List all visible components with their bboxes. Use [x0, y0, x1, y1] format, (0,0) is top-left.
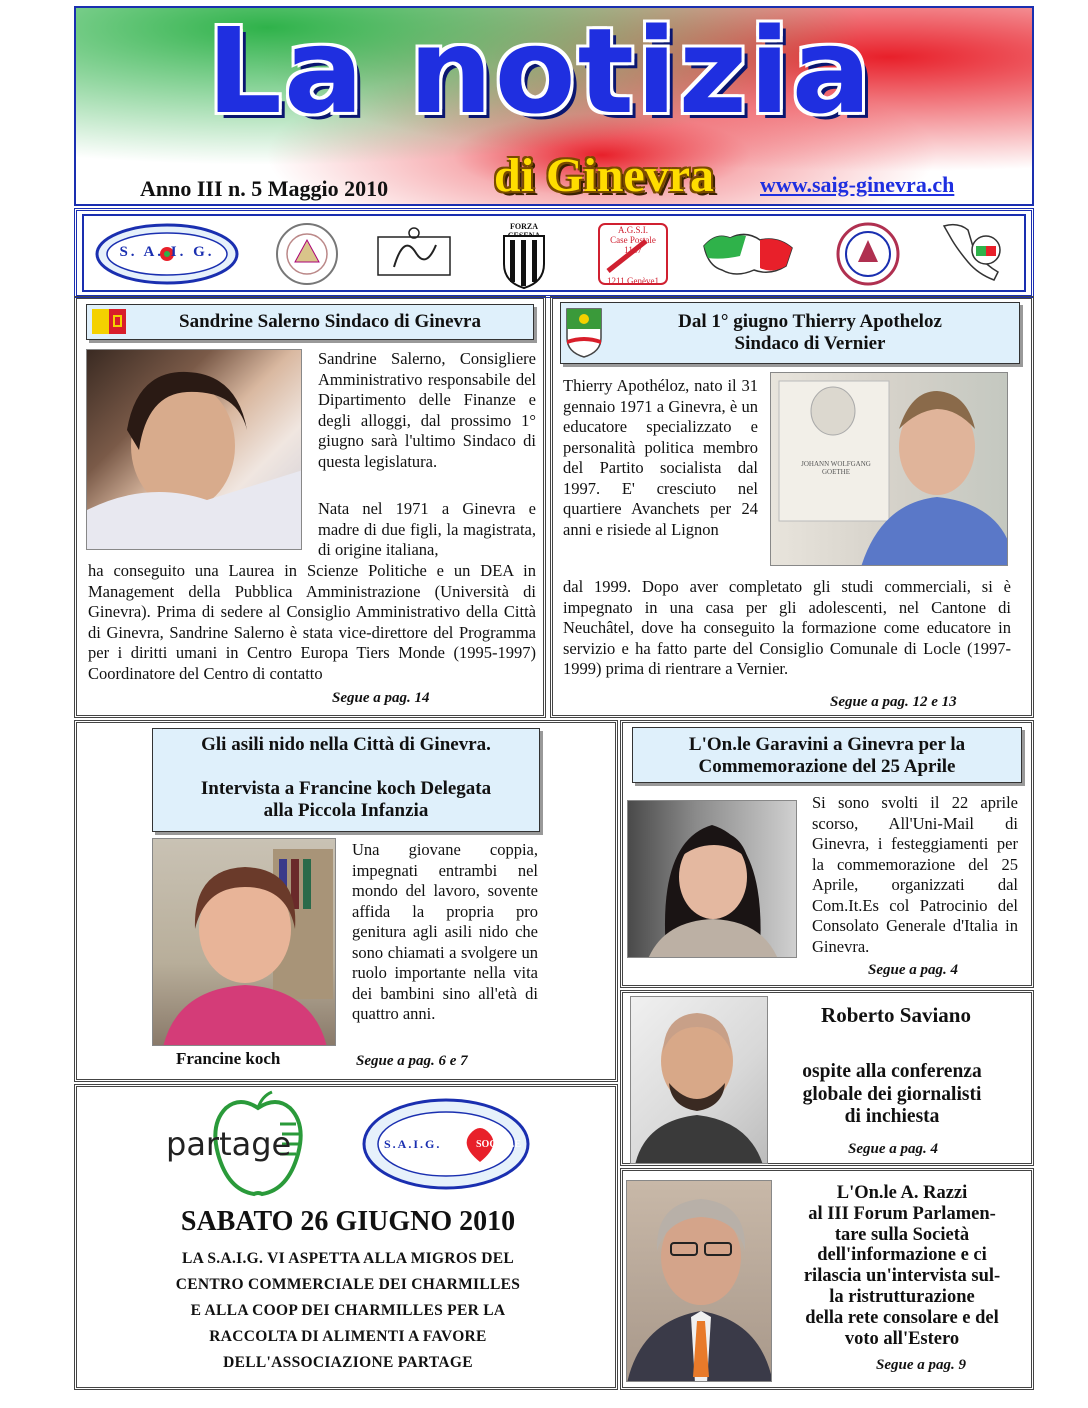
website-link[interactable]: www.saig-ginevra.ch	[760, 172, 955, 197]
drawing-emblem-icon	[374, 222, 454, 286]
agsi-line2: Case Postale	[610, 235, 656, 245]
razzi-line6: la ristrutturazione	[829, 1286, 975, 1307]
partage-logo-text: partage	[166, 1125, 292, 1163]
apotheloz-segue[interactable]: Segue a pag. 12 e 13	[830, 694, 957, 710]
plaque-text: JOHANN WOLFGANG GOETHE	[801, 460, 871, 476]
garavini-text: Si sono svolti il 22 aprile scorso, All'Uni-Mail di Ginevra, i festeggiamenti per la commemorazione del 25 Aprile, organizzati dal Com.It.Es col Patrocinio del Consolato Generale d'Italia in Ginevra.	[812, 793, 1018, 956]
garavini-heading-line1: L'On.le Garavini a Ginevra per la	[688, 734, 966, 755]
garavini-heading-line2: Commemorazione del 25 Aprile	[698, 756, 956, 777]
saviano-name: Roberto Saviano	[821, 1003, 971, 1027]
event-date: SABATO 26 GIUGNO 2010	[180, 1206, 516, 1237]
salerno-text-p1: Sandrine Salerno, Consigliere Amministrativo responsabile del Dipartimento delle Finanze e degli alloggi, dal prossimo 1° giugno sarà l'ultimo Sindaco di questa legislatura.	[318, 349, 536, 471]
round-emblem-icon	[834, 222, 902, 286]
salerno-heading: Sandrine Salerno Sindaco di Ginevra	[86, 304, 534, 340]
association-emblem-icon	[272, 222, 342, 286]
razzi-line3: tare sulla Società	[834, 1224, 970, 1245]
apotheloz-heading-line2: Sindaco di Vernier	[734, 333, 886, 354]
razzi-text	[780, 1183, 1024, 1349]
asili-heading-line1: Gli asili nido nella Città di Ginevra.	[201, 734, 491, 755]
event-line2: CENTRO COMMERCIALE DEI CHARMILLES	[175, 1276, 521, 1293]
asili-heading	[152, 728, 540, 832]
saig-sociale-word: SOCIALE	[476, 1139, 522, 1150]
event-line1: LA S.A.I.G. VI ASPETTA ALLA MIGROS DEL	[181, 1250, 515, 1267]
italy-map-icon	[934, 222, 1014, 286]
saviano-segue[interactable]: Segue a pag. 4	[848, 1141, 938, 1157]
razzi-line8: voto all'Estero	[844, 1328, 960, 1349]
saig-logo-text: S. A. I. G.	[119, 244, 215, 260]
apotheloz-heading	[560, 302, 1020, 364]
geneva-flag-icon	[92, 309, 126, 334]
razzi-line4: dell'informazione e ci	[817, 1245, 987, 1266]
razzi-line1: L'On.le A. Razzi	[836, 1183, 968, 1203]
asili-text: Una giovane coppia, impegnati entrambi nel mondo del lavoro, sovente affida la propria pro genitura agli asili nido che sono chiamati a svolgere un ruolo importante nella vita dei bambini sino all'età di quattro anni.	[352, 840, 538, 1023]
asili-heading-line3: alla Piccola Infanzia	[263, 800, 429, 821]
issue-info: Anno III n. 5 Maggio 2010	[140, 176, 389, 201]
event-line3: E ALLA COOP DEI CHARMILLES PER LA	[190, 1302, 506, 1319]
razzi-line2: al III Forum Parlamen-	[808, 1203, 996, 1224]
apotheloz-text-narrow: Thierry Apothéloz, nato il 31 gennaio 1971 a Ginevra, è un educatore specializzato e personalità politica membro del Partito socialista dal 1997. E' cresciuto nel quartiere Avanchets per 24 anni e risiede al Lignon	[563, 376, 758, 539]
forza-cesena-label: FORZA	[510, 222, 538, 231]
razzi-line7: della rete consolare e del	[805, 1307, 999, 1328]
agsi-line3: 1147	[624, 245, 642, 255]
asili-heading-line2: Intervista a Francine koch Delegata	[200, 778, 492, 799]
garavini-photo	[627, 800, 797, 958]
razzi-photo	[626, 1180, 772, 1382]
garavini-heading	[632, 727, 1022, 783]
newspaper-subtitle: di Ginevra	[494, 149, 715, 202]
saviano-line1: ospite alla conferenza	[802, 1061, 982, 1082]
salerno-text-p2-wide: ha conseguito una Laurea in Scienze Politiche e un DEA in Management della Pubblica Amministrazione (Università di Ginevra). Prima di sedere al Consiglio Amministrativo della Città di Ginevra, Sandrine Salerno è stata vice-direttore del Programma per i diritti umani in Centro Europa Tiers Monde (1995-1997) Coordinatore del Centro di contatto	[88, 561, 536, 683]
saviano-line2: globale dei giornalisti	[802, 1083, 982, 1105]
garavini-segue[interactable]: Segue a pag. 4	[868, 962, 958, 978]
salerno-photo	[86, 349, 302, 550]
salerno-text-p2-narrow: Nata nel 1971 a Ginevra e madre di due figli, la magistrata, di origine italiana,	[318, 499, 536, 559]
region-map-icon	[700, 222, 796, 286]
apotheloz-heading-line1: Dal 1° giugno Thierry Apotheloz	[678, 311, 942, 332]
asili-segue[interactable]: Segue a pag. 6 e 7	[356, 1053, 468, 1069]
francine-koch-caption: Francine koch	[176, 1049, 281, 1068]
saviano-text	[772, 1061, 1012, 1129]
event-line4: RACCOLTA DI ALIMENTI A FAVORE	[209, 1328, 487, 1345]
cesena-shield-icon	[498, 234, 550, 290]
razzi-segue[interactable]: Segue a pag. 9	[876, 1357, 966, 1373]
salerno-segue[interactable]: Segue a pag. 14	[332, 690, 430, 706]
razzi-line5: rilascia un'intervista sul-	[803, 1266, 1001, 1287]
francine-koch-photo	[152, 838, 336, 1046]
newspaper-title: La notizia	[206, 2, 874, 140]
saig-sociale-saig: S.A.I.G.	[384, 1137, 442, 1151]
vernier-crest-icon	[566, 308, 602, 358]
agsi-line1: A.G.S.I.	[617, 225, 648, 235]
saviano-line3: di inchiesta	[844, 1106, 940, 1127]
apotheloz-text-wide: dal 1999. Dopo aver completato gli studi commerciali, si è impegnato in una casa per gli adolescenti, nel Cantone di Neuchâtel, dove ha conseguito la formazione come educatore in servizio e ha fatto parte del Consiglio Comunale di Locle (1997-1999) prima di rientrare a Vernier.	[563, 577, 1011, 678]
event-line5: DELL'ASSOCIAZIONE PARTAGE	[223, 1354, 473, 1371]
agsi-line4: 1211 Genève1	[607, 276, 659, 286]
saviano-photo	[630, 996, 768, 1164]
